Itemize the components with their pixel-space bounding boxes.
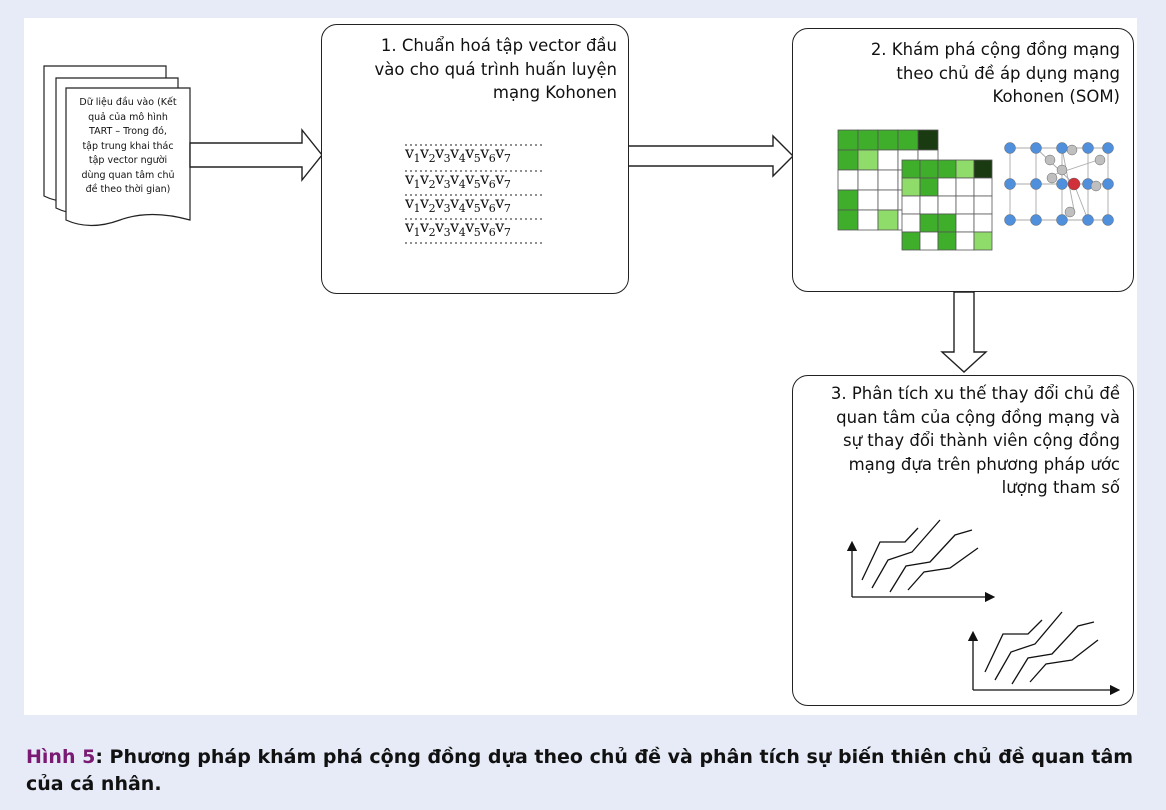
doc-line: tập vector người [88, 155, 168, 166]
vector-row: $v_1v_2v_3v_4v_5v_6v_7$ [405, 143, 511, 166]
trend-chart-1-icon [852, 520, 990, 597]
vector-row: $v_1v_2v_3v_4v_5v_6v_7$ [405, 169, 511, 192]
step3-line: quan tâm của cộng đồng mạng và [836, 407, 1120, 427]
figure-label: Hình 5 [26, 746, 96, 768]
step2-line: Kohonen (SOM) [992, 87, 1120, 106]
doc-line: dùng quan tâm chủ [81, 169, 175, 181]
step1-line: mạng Kohonen [492, 83, 617, 102]
step3-line: mạng đựa trên phương pháp ước [848, 454, 1120, 474]
step1-line: 1. Chuẩn hoá tập vector đầu [380, 36, 617, 55]
doc-line: Dữ liệu đầu vào (Kết [79, 97, 177, 108]
step2-line: theo chủ đề áp dụng mạng [896, 63, 1120, 83]
step3-line: lượng tham số [1001, 478, 1120, 497]
step3-line: 3. Phân tích xu thế thay đổi chủ đề [830, 384, 1120, 403]
trend-chart-2-icon [973, 612, 1115, 690]
doc-line: đề theo thời gian) [85, 184, 171, 195]
vector-row: $v_1v_2v_3v_4v_5v_6v_7$ [405, 193, 511, 216]
figure-caption [26, 744, 1146, 798]
doc-line: quả của mô hình [88, 111, 168, 123]
vector-row: $v_1v_2v_3v_4v_5v_6v_7$ [405, 217, 511, 240]
caption-text: : Phương pháp khám phá cộng đồng dựa theo chủ đề và phân tích sự biến thiên chủ đề quan tâm của cá nhân. [26, 746, 1134, 795]
step3-line: sự thay đổi thành viên cộng đồng [843, 431, 1120, 450]
step1-line: vào cho quá trình huấn luyện [374, 59, 617, 79]
doc-line: TART – Trong đó, [89, 126, 167, 137]
step2-line: 2. Khám phá cộng đồng mạng [870, 40, 1120, 59]
doc-line: tập trung khai thác [82, 140, 174, 152]
